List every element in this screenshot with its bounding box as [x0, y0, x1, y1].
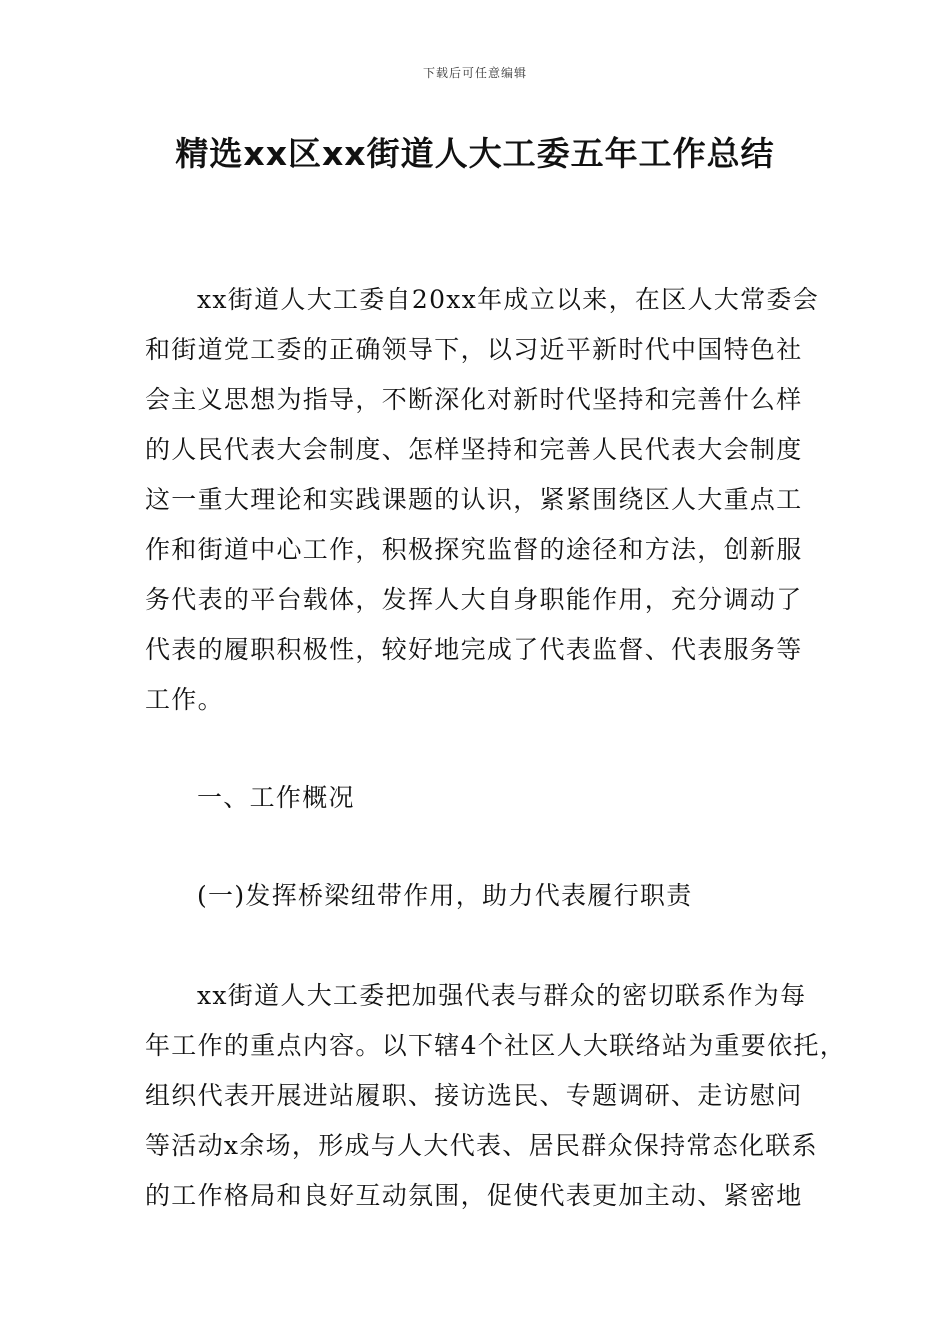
intro-line: 会主义思想为指导，不断深化对新时代坚持和完善什么样: [145, 385, 803, 414]
section-heading-block: [145, 773, 835, 823]
body-line: 年工作的重点内容。以下辖4个社区人大联络站为重要依托，: [145, 1031, 847, 1060]
intro-line: 工作。: [145, 685, 224, 714]
intro-line: 代表的履职积极性，较好地完成了代表监督、代表服务等: [145, 635, 803, 664]
intro-line: 的人民代表大会制度、怎样坚持和完善人民代表大会制度: [145, 435, 803, 464]
intro-line: 和街道党工委的正确领导下，以习近平新时代中国特色社: [145, 335, 803, 364]
body-line: 组织代表开展进站履职、接访选民、专题调研、走访慰问: [145, 1081, 803, 1110]
body-line: 等活动x余场，形成与人大代表、居民群众保持常态化联系: [145, 1131, 818, 1160]
body-line: xx街道人大工委把加强代表与群众的密切联系作为每: [197, 981, 807, 1010]
document-title: 精选xx区xx街道人大工委五年工作总结: [175, 134, 775, 173]
intro-paragraph: [145, 275, 835, 725]
subsection-heading: (一)发挥桥梁纽带作用，助力代表履行职责: [197, 881, 693, 910]
intro-line: 作和街道中心工作，积极探究监督的途径和方法，创新服: [145, 535, 803, 564]
intro-line: 务代表的平台载体，发挥人大自身职能作用，充分调动了: [145, 585, 803, 614]
header-note: 下载后可任意编辑: [422, 66, 527, 80]
body-line: 的工作格局和良好互动氛围，促使代表更加主动、紧密地: [145, 1181, 803, 1210]
section-heading: 一、工作概况: [197, 783, 355, 812]
body-paragraph: [145, 971, 847, 1221]
intro-line: xx街道人大工委自20xx年成立以来，在区人大常委会: [197, 285, 820, 314]
subsection-heading-block: [145, 871, 835, 921]
intro-line: 这一重大理论和实践课题的认识，紧紧围绕区人大重点工: [145, 485, 803, 514]
